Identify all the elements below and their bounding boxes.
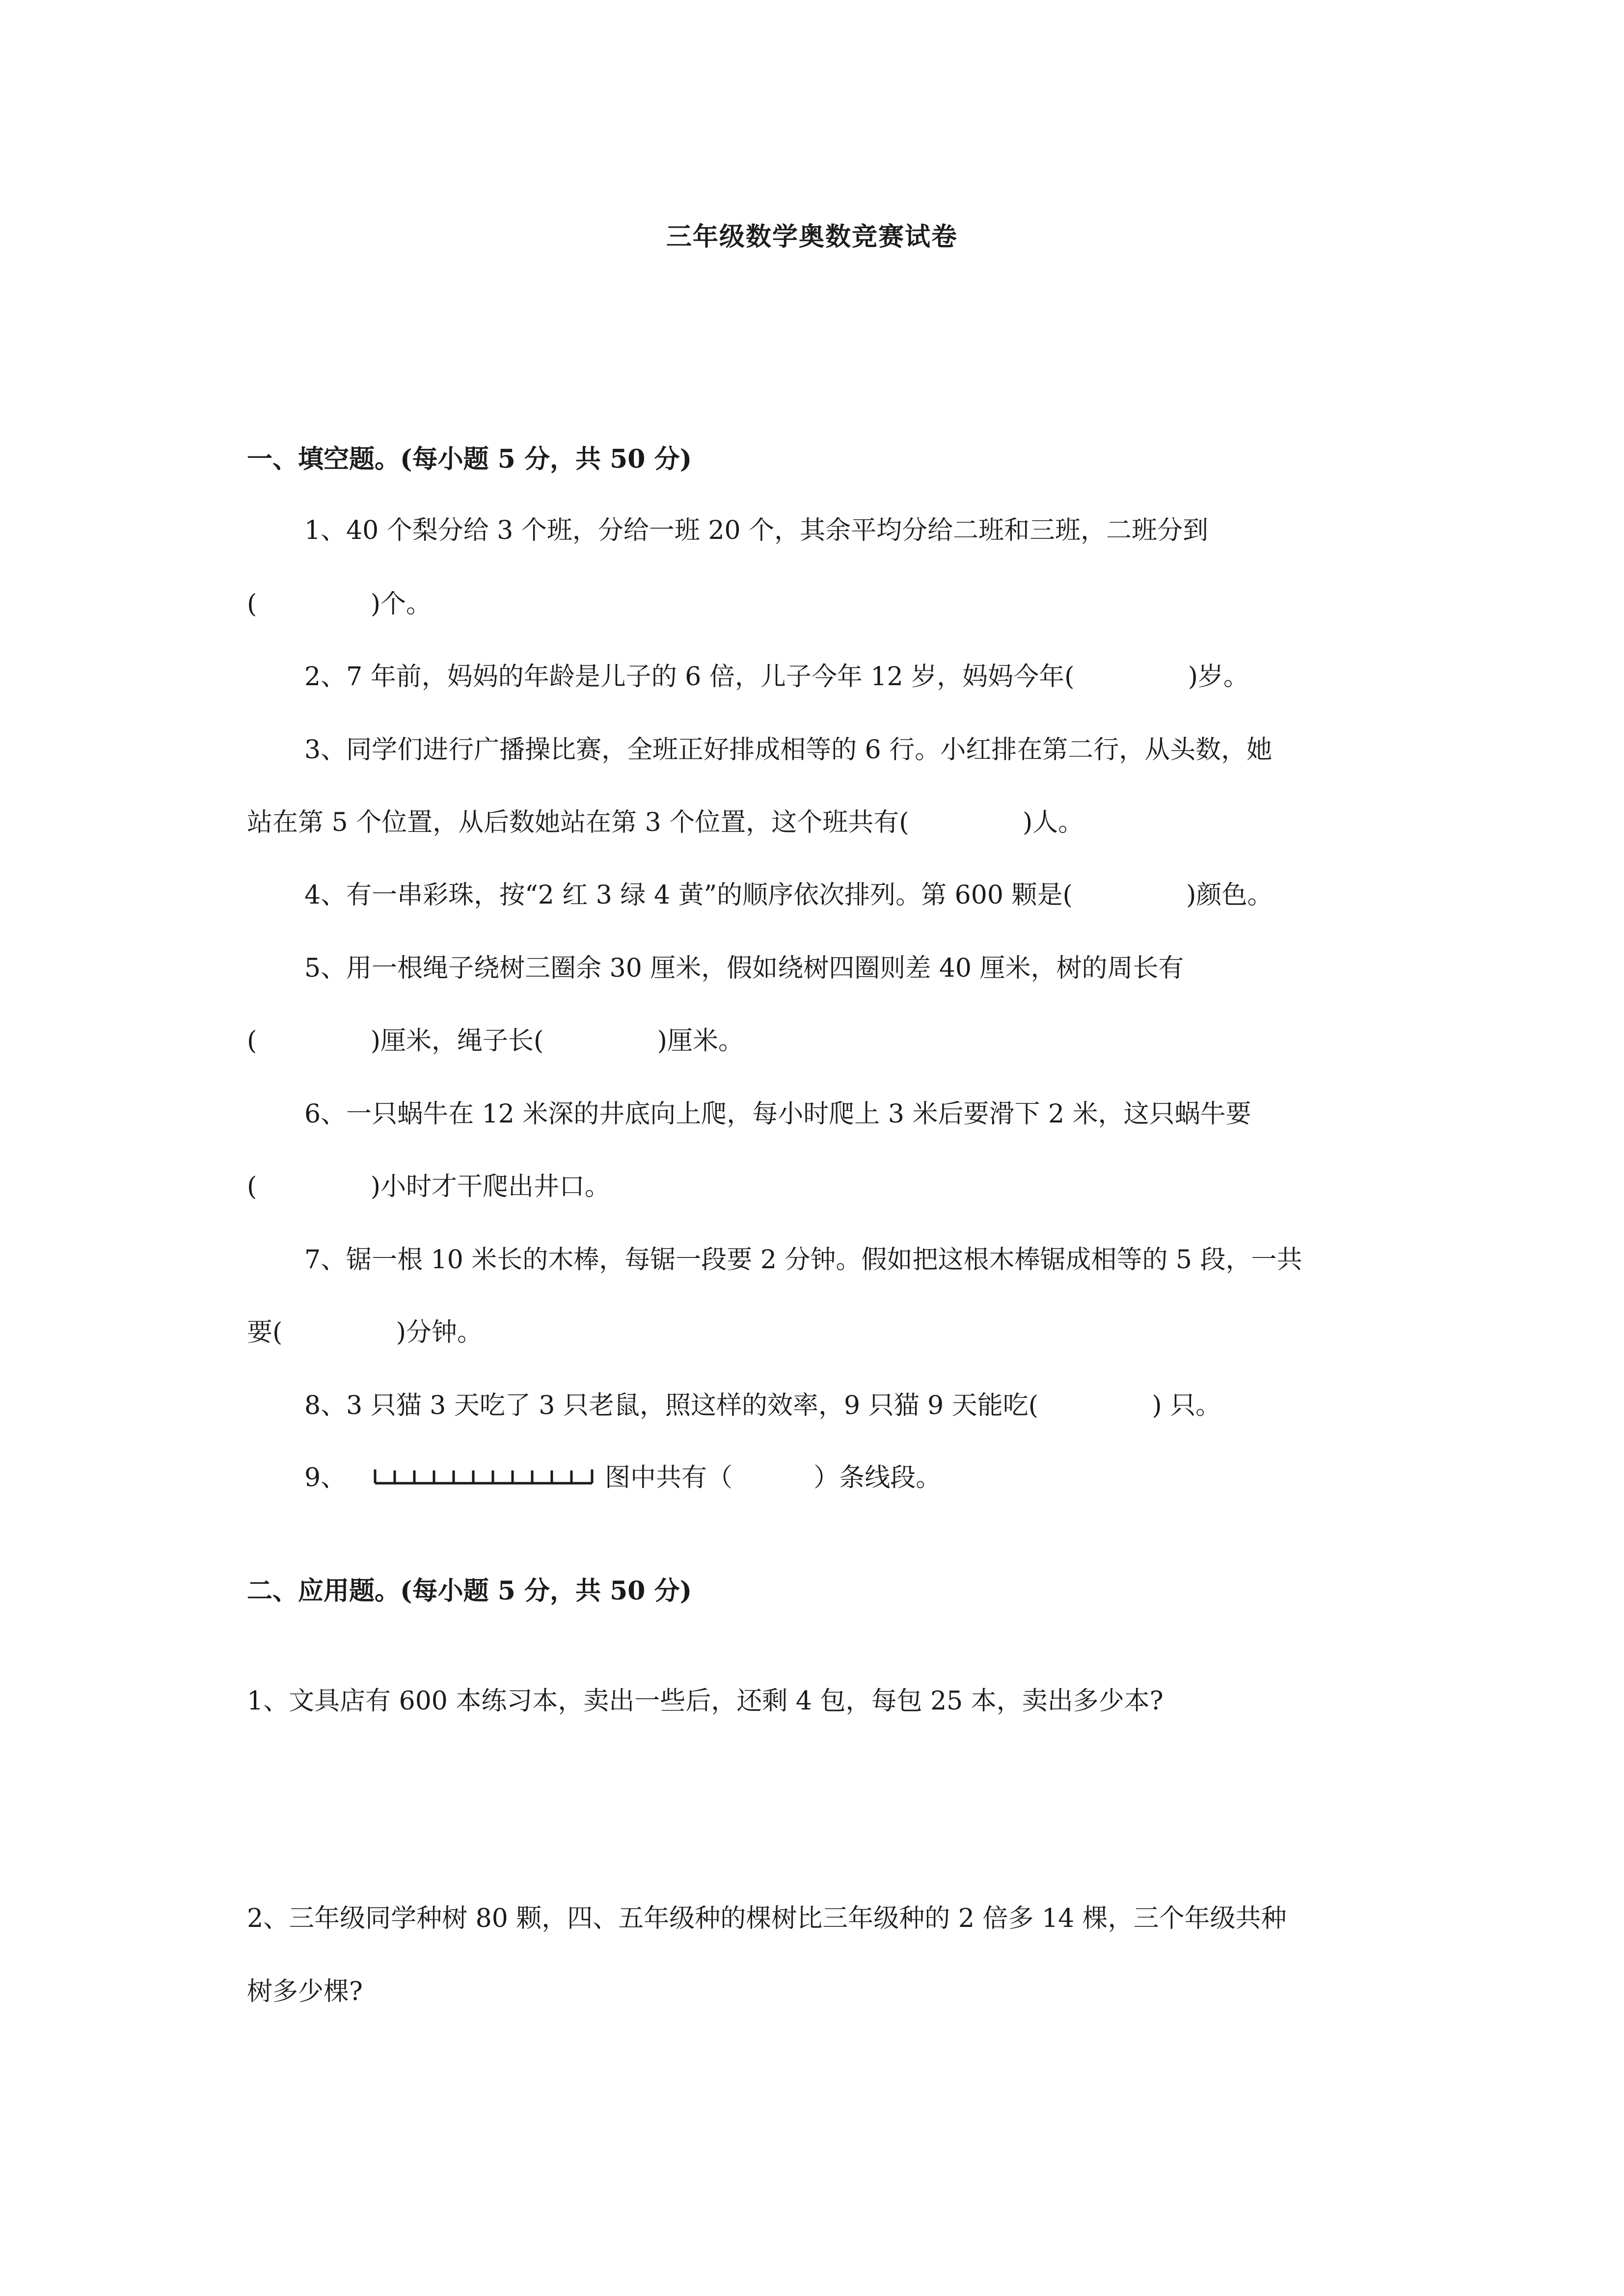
question-3-line-2: 站在第 5 个位置，从后数她站在第 3 个位置，这个班共有( )人。 [247, 808, 1084, 837]
application-question-2-line-1: 2、三年级同学种树 80 颗，四、五年级种的棵树比三年级种的 2 倍多 14 棵，三个年级共种 [247, 1904, 1287, 1933]
application-question-1: 1、文具店有 600 本练习本，卖出一些后，还剩 4 包，每包 25 本，卖出多少本? [247, 1686, 1164, 1716]
section2-heading: 二、应用题。(每小题 5 分，共 50 分) [247, 1576, 692, 1606]
question-7-line-2: 要( )分钟。 [247, 1318, 483, 1347]
question-1-line-1: 1、40 个梨分给 3 个班，分给一班 20 个，其余平均分给二班和三班，二班分到 [304, 516, 1209, 545]
question-3-line-1: 3、同学们进行广播操比赛，全班正好排成相等的 6 行。小红排在第二行，从头数，她 [304, 735, 1272, 765]
question-6-line-2: ( )小时才干爬出井口。 [247, 1172, 610, 1201]
line-segment-figure [373, 1467, 594, 1485]
question-8: 8、3 只猫 3 天吃了 3 只老鼠，照这样的效率，9 只猫 9 天能吃( ) 只。 [304, 1391, 1221, 1420]
question-5-line-2: ( )厘米，绳子长( )厘米。 [247, 1026, 744, 1056]
question-4: 4、有一串彩珠，按“2 红 3 绿 4 黄”的顺序依次排列。第 600 颗是( )颜色。 [304, 881, 1273, 910]
question-9-number: 9、 [304, 1463, 347, 1493]
question-9-text: 图中共有（ ）条线段。 [605, 1463, 942, 1493]
question-6-line-1: 6、一只蜗牛在 12 米深的井底向上爬，每小时爬上 3 米后要滑下 2 米，这只蜗牛要 [304, 1099, 1251, 1129]
question-7-line-1: 7、锯一根 10 米长的木棒，每锯一段要 2 分钟。假如把这根木棒锯成相等的 5 段，一共 [304, 1245, 1302, 1275]
page-title: 三年级数学奥数竞赛试卷 [666, 222, 958, 252]
section1-heading: 一、填空题。(每小题 5 分，共 50 分) [247, 444, 692, 474]
question-1-line-2: ( )个。 [247, 589, 432, 619]
question-2: 2、7 年前，妈妈的年龄是儿子的 6 倍，儿子今年 12 岁，妈妈今年( )岁。 [304, 662, 1249, 692]
application-question-2-line-2: 树多少棵? [247, 1977, 363, 2006]
question-5-line-1: 5、用一根绳子绕树三圈余 30 厘米，假如绕树四圈则差 40 厘米，树的周长有 [304, 954, 1184, 983]
